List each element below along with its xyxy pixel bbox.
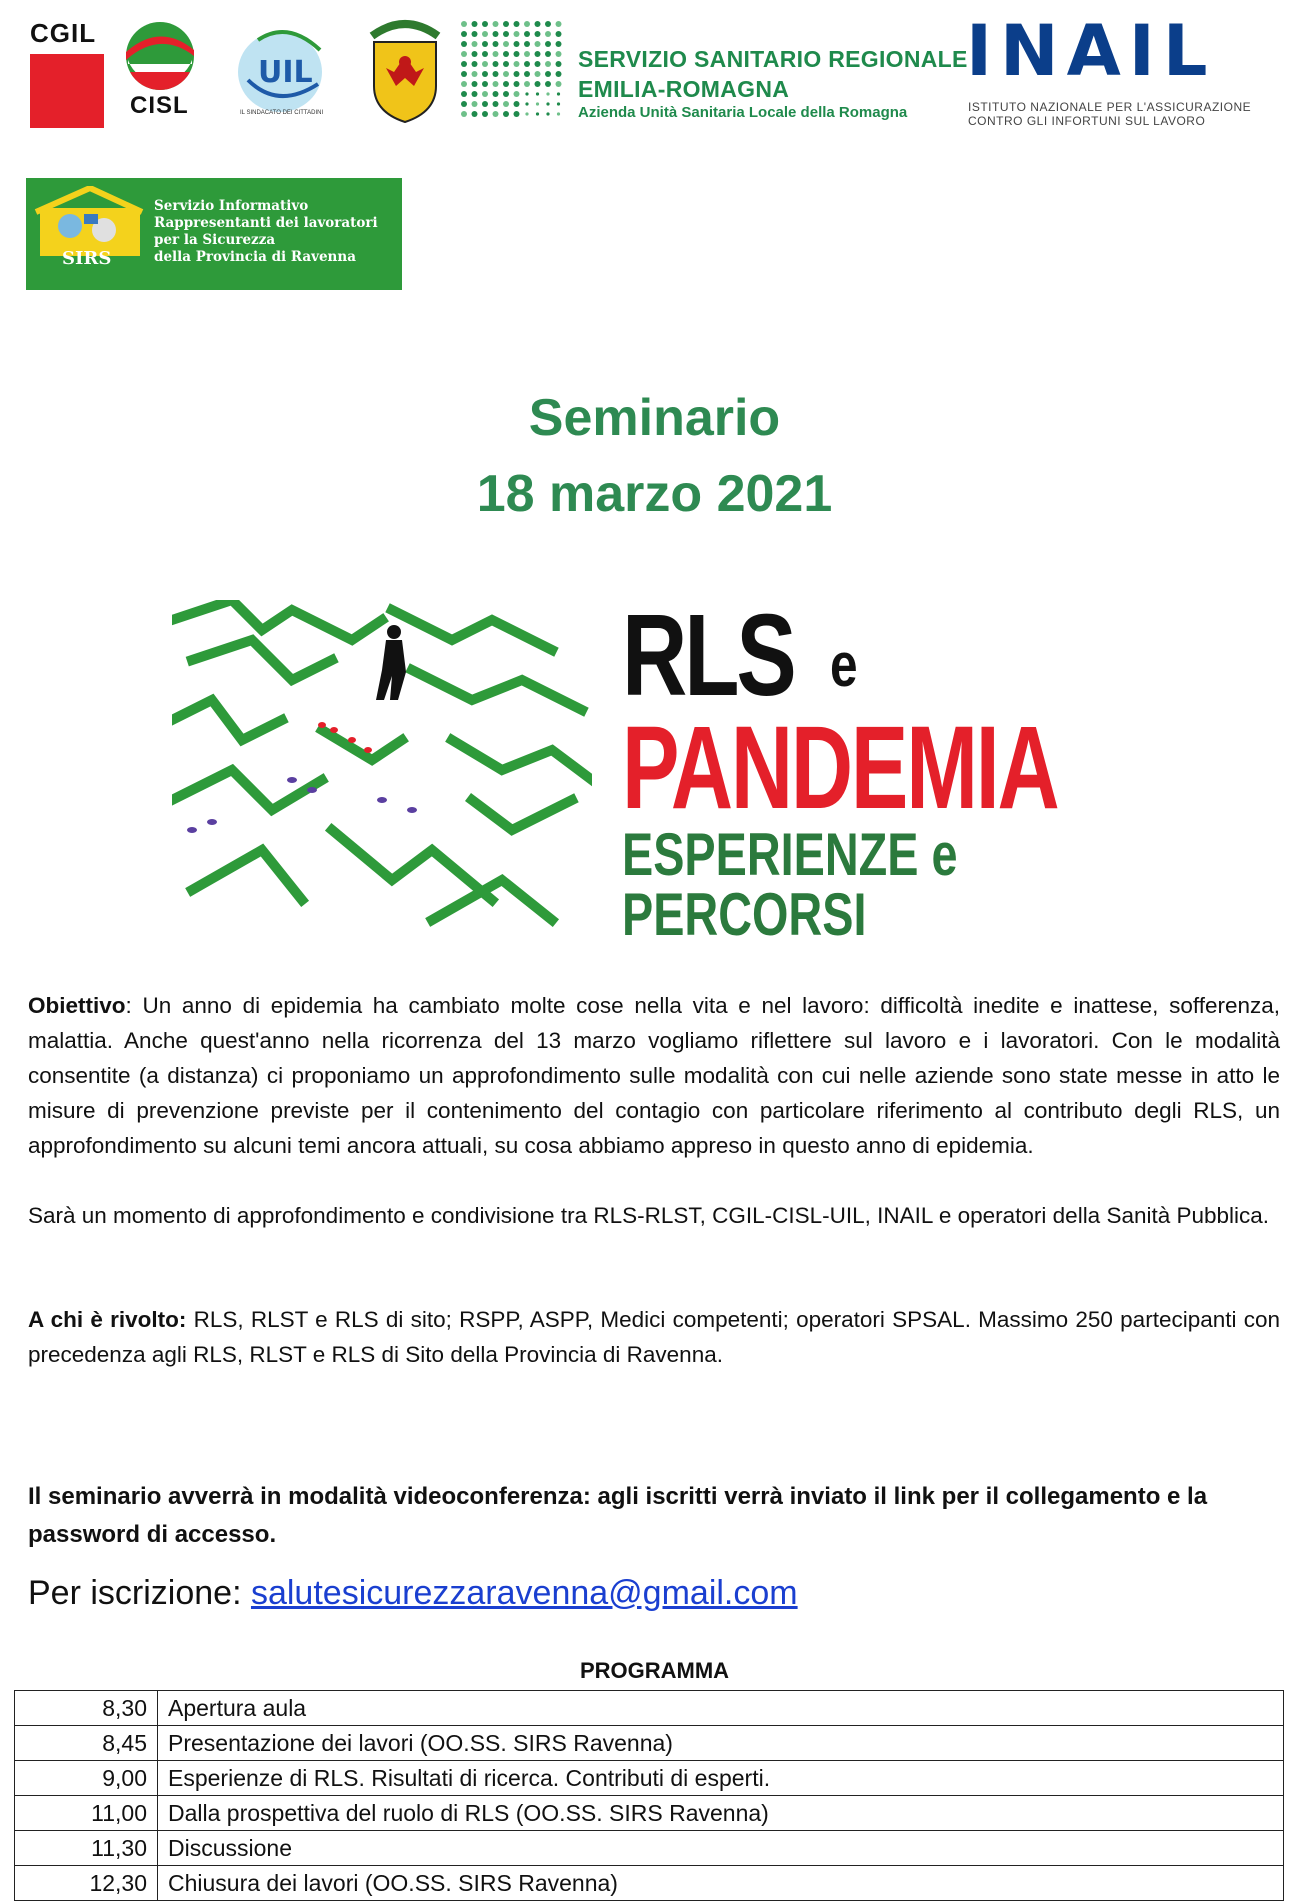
programma-table [14, 1690, 1284, 1901]
sirs-line: della Provincia di Ravenna [154, 249, 356, 265]
hero-percorsi: PERCORSI [622, 881, 867, 948]
programma-time: 11,30 [15, 1831, 158, 1866]
registration-line [28, 1574, 798, 1613]
programma-title: PROGRAMMA [579, 1658, 730, 1683]
table-row [15, 1831, 1284, 1866]
hero-e: e [830, 631, 858, 700]
rivolto-paragraph [28, 1302, 1280, 1372]
ssr-region: EMILIA-ROMAGNA [578, 76, 790, 102]
table-row [15, 1761, 1284, 1796]
programma-time: 9,00 [15, 1761, 158, 1796]
cgil-red-square [30, 54, 104, 128]
seminar-date: 18 marzo 2021 [476, 465, 833, 523]
programma-item: Chiusura dei lavori (OO.SS. SIRS Ravenna) [158, 1866, 1284, 1901]
sirs-label: SIRS [62, 248, 112, 269]
programma-item: Presentazione dei lavori (OO.SS. SIRS Ravenna) [158, 1726, 1284, 1761]
table-row [15, 1866, 1284, 1901]
table-row [15, 1726, 1284, 1761]
sirs-line: Rappresentanti dei lavoratori [154, 215, 378, 231]
obiettivo-paragraph [28, 988, 1280, 1163]
programma-time: 8,30 [15, 1691, 158, 1726]
hero-esperienze: ESPERIENZE e [622, 821, 958, 888]
inail-text: INAIL [966, 10, 1216, 92]
videoconference-note: Il seminario avverrà in modalità videoconferenza: agli iscritti verrà inviato il link per il collegamento e la password di accesso. [28, 1483, 1208, 1548]
seminar-title: Seminario [528, 389, 781, 447]
programma-time: 12,30 [15, 1866, 158, 1901]
ssr-dots-icon [458, 18, 568, 122]
programma-time: 8,45 [15, 1726, 158, 1761]
inail-subtitle-2: CONTRO GLI INFORTUNI SUL LAVORO [968, 114, 1206, 128]
ssr-azienda: Azienda Unità Sanitaria Locale della Romagna [578, 104, 908, 121]
rivolto-text: RLS, RLST e RLS di sito; RSPP, ASPP, Medici competenti; operatori SPSAL. Massimo 250 partecipanti con precedenza agli RLS, RLST e RLS di Sito della Provincia di Ravenna. [28, 1307, 1280, 1367]
programma-item: Discussione [158, 1831, 1284, 1866]
sirs-logo [26, 178, 402, 290]
obiettivo-text: : Un anno di epidemia ha cambiato molte cose nella vita e nel lavoro: difficoltà inedite e inattese, sofferenza, malattia. Anche quest'anno nella ricorrenza del 13 marzo vogliamo riflettere sul lavoro e i lavoratori. Con le modalità consentite (a distanza) ci proponiamo un approfondimento sulle modalità con cui nelle aziende sono state messe in atto le misure di prevenzione previste per il contenimento del contagio con particolare riferimento al contributo degli RLS, un approfondimento su alcuni temi ancora attuali, su cosa abbiamo appreso in questo anno di epidemia. [28, 993, 1280, 1158]
programma-item: Apertura aula [158, 1691, 1284, 1726]
table-row [15, 1796, 1284, 1831]
coat-of-arms-icon [362, 16, 448, 126]
rivolto-label: A chi è rivolto: [28, 1307, 187, 1332]
cisl-mark-icon [124, 20, 196, 92]
hero-rls: RLS [622, 590, 794, 720]
inail-subtitle-1: ISTITUTO NAZIONALE PER L'ASSICURAZIONE [968, 100, 1252, 114]
sirs-description [154, 198, 378, 266]
programma-item: Esperienze di RLS. Risultati di ricerca. Contributi di esperti. [158, 1761, 1284, 1796]
sirs-line: Servizio Informativo [154, 198, 309, 214]
programma-time: 11,00 [15, 1796, 158, 1831]
uil-subtitle: IL SINDACATO DEI CITTADINI [240, 110, 324, 116]
cgil-text: CGIL [30, 18, 97, 48]
table-row [15, 1691, 1284, 1726]
sirs-line: per la Sicurezza [154, 232, 276, 248]
obiettivo-label: Obiettivo [28, 993, 126, 1018]
programma-item: Dalla prospettiva del ruolo di RLS (OO.SS. SIRS Ravenna) [158, 1796, 1284, 1831]
registration-email-link[interactable]: salutesicurezzaravenna@gmail.com [250, 1574, 798, 1612]
hero-pandemia: PANDEMIA [622, 702, 1058, 834]
ssr-title: SERVIZIO SANITARIO REGIONALE [578, 46, 968, 72]
obiettivo-paragraph-2: Sarà un momento di approfondimento e condivisione tra RLS-RLST, CGIL-CISL-UIL, INAIL e operatori della Sanità Pubblica. [28, 1203, 1270, 1228]
maze-illustration-icon [172, 600, 592, 930]
uil-globe-icon [228, 20, 338, 120]
registration-label: Per iscrizione: [28, 1574, 251, 1612]
uil-text: UIL [258, 55, 313, 90]
cisl-text: CISL [130, 92, 189, 119]
